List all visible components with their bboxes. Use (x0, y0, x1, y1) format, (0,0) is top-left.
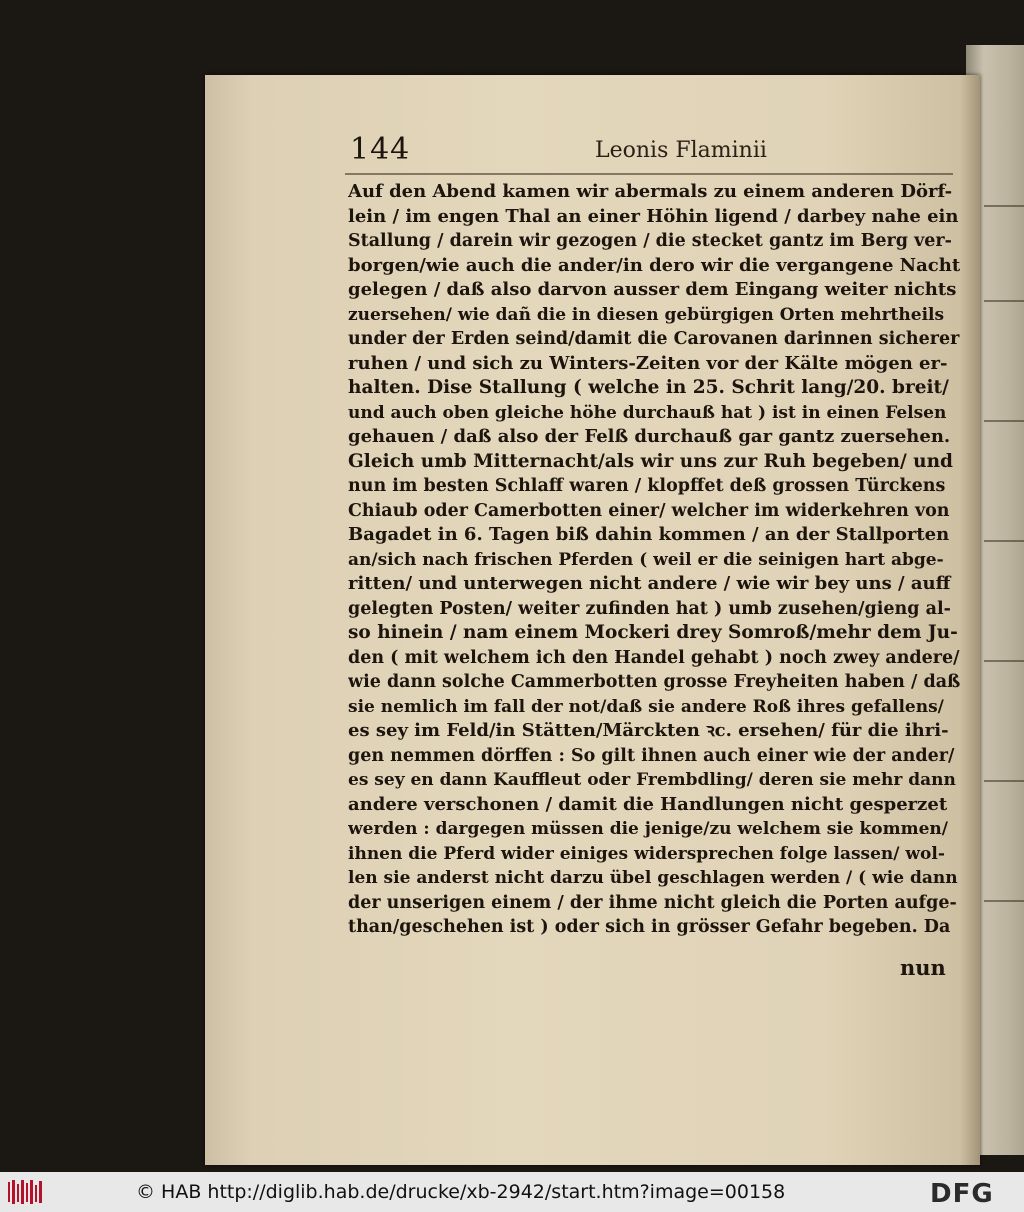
text-line: gelegen / daß also darvon ausser dem Eingang weiter nichts (348, 279, 957, 300)
text-line: under der Erden seind/damit die Carovanen darinnen sicherer (348, 329, 960, 349)
text-line: Auf den Abend kamen wir abermals zu einem anderen Dörf- (348, 181, 953, 202)
text-line: andere verschonen / damit die Handlungen nicht gesperzet (348, 793, 948, 815)
header-rule (345, 173, 953, 175)
adjacent-page-text-line (984, 540, 1024, 542)
text-line: es sey en dann Kauffleut oder Frembdling/ deren sie mehr dann (348, 770, 956, 790)
text-line: Stallung / darein wir gezogen / die stecket gantz im Berg ver- (348, 231, 952, 251)
running-head: Leonis Flaminii (595, 138, 767, 163)
text-line: wie dann solche Cammerbotten grosse Freyheiten haben / daß (348, 672, 960, 692)
text-line: halten. Dise Stallung ( welche in 25. Schrit lang/20. breit/ (348, 377, 949, 398)
body-text (348, 180, 960, 940)
text-line: Chiaub oder Camerbotten einer/ welcher im widerkehren von (348, 500, 950, 521)
text-line: den ( mit welchem ich den Handel gehabt ) noch zwey andere/ (348, 647, 960, 668)
page-gutter-shadow (960, 75, 980, 1165)
catchword: nun (900, 955, 946, 980)
text-line: lein / im engen Thal an einer Höhin ligend / darbey nahe ein (348, 205, 959, 227)
text-line: len sie anderst nicht darzu übel geschlagen werden / ( wie dann (348, 868, 958, 888)
text-line: an/sich nach frischen Pferden ( weil er die seinigen hart abge- (348, 549, 944, 570)
text-line: der unserigen einem / der ihme nicht gleich die Porten aufge- (348, 892, 957, 913)
text-line: ruhen / und sich zu Winters-Zeiten vor der Kälte mögen er- (348, 352, 948, 374)
text-line: gelegten Posten/ weiter zufinden hat ) umb zusehen/gieng al- (348, 598, 951, 619)
text-line: Bagadet in 6. Tagen biß dahin kommen / an der Stallporten (348, 524, 950, 545)
footer-bar (0, 1172, 1024, 1212)
text-line: ritten/ und unterwegen nicht andere / wie wir bey uns / auff (348, 573, 951, 594)
adjacent-page-text-line (984, 780, 1024, 782)
text-line: gen nemmen dörffen : So gilt ihnen auch einer wie der ander/ (348, 745, 955, 766)
adjacent-page-text-line (984, 205, 1024, 207)
text-line: werden : dargegen müssen die jenige/zu welchem sie kommen/ (348, 819, 948, 839)
dfg-logo[interactable]: DFG (930, 1179, 994, 1209)
footer-credit-link[interactable]: © HAB http://diglib.hab.de/drucke/xb-2942/start.htm?image=00158 (136, 1181, 786, 1203)
page-header (350, 132, 960, 172)
text-line: gehauen / daß also der Felß durchauß gar gantz zuersehen. (348, 426, 951, 447)
adjacent-page-text-line (984, 300, 1024, 302)
text-line: zuersehen/ wie dañ die in diesen gebürgigen Orten mehrtheils (348, 304, 945, 325)
text-line: nun im besten Schlaff waren / klopffet deß grossen Türckens (348, 476, 946, 496)
hab-barcode-logo-icon[interactable] (6, 1178, 46, 1206)
page-number: 144 (350, 132, 411, 167)
text-line: borgen/wie auch die ander/in dero wir die vergangene Nacht (348, 254, 960, 276)
text-line: ihnen die Pferd wider einiges widersprechen folge lassen/ wol- (348, 843, 945, 864)
text-line: Gleich umb Mitternacht/als wir uns zur Ruh begeben/ und (348, 450, 953, 472)
adjacent-page-text-line (984, 660, 1024, 662)
adjacent-page-text-line (984, 900, 1024, 902)
text-line: so hinein / nam einem Mockeri drey Somroß/mehr dem Ju- (348, 622, 958, 643)
text-line: und auch oben gleiche höhe durchauß hat ) ist in einen Felsen (348, 402, 947, 423)
text-line: than/geschehen ist ) oder sich in grösser Gefahr begeben. Da (348, 917, 951, 937)
adjacent-page-text-line (984, 420, 1024, 422)
text-line: es sey im Feld/in Stätten/Märckten ꝛc. ersehen/ für die ihri- (348, 720, 949, 741)
text-line: sie nemlich im fall der not/daß sie andere Roß ihres gefallens/ (348, 696, 944, 717)
